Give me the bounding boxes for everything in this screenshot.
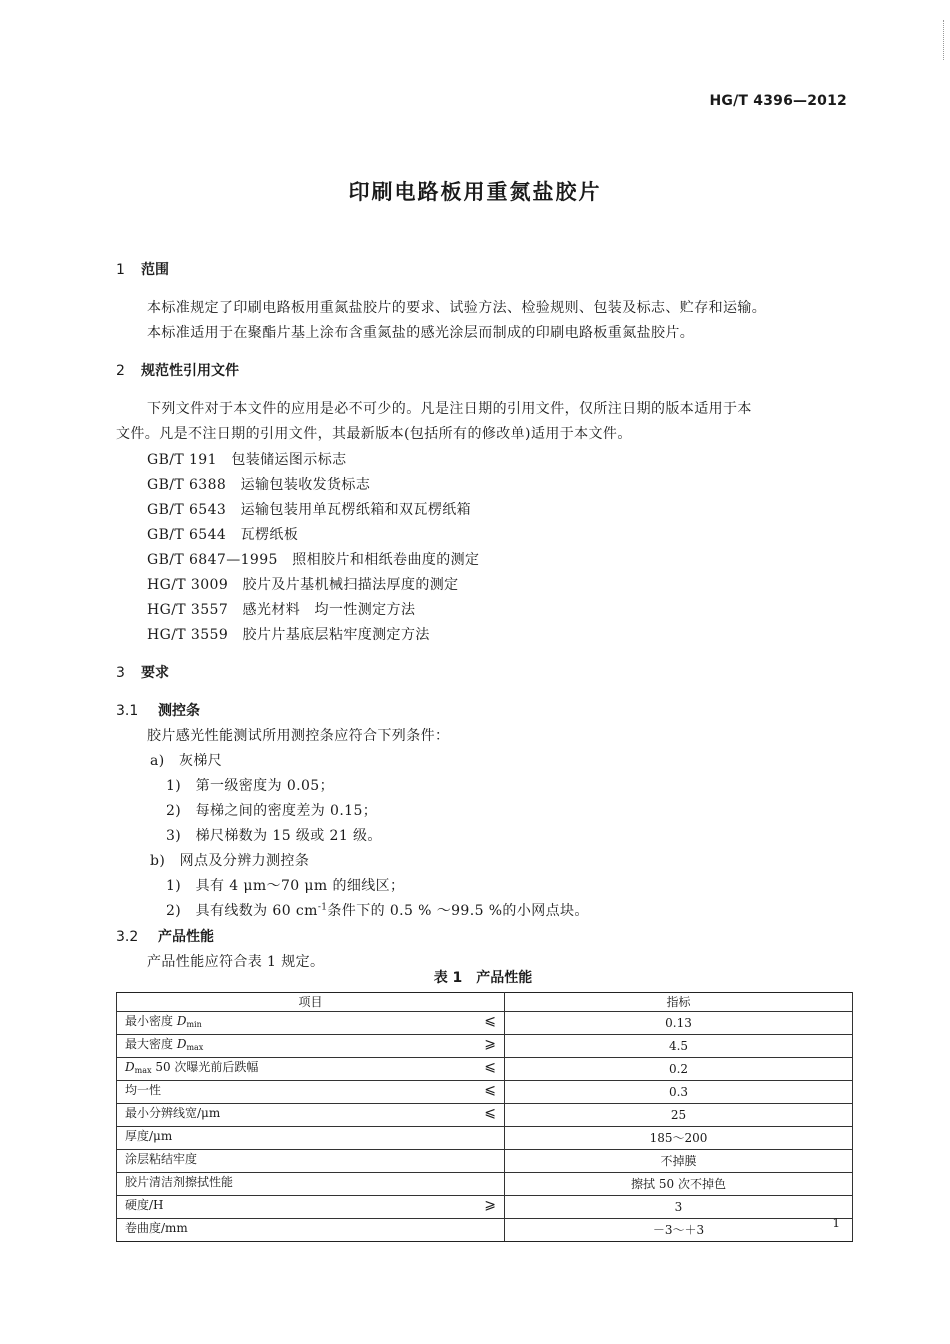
reference-code: GB/T 6388 bbox=[147, 477, 227, 493]
item-text: 50 次曝光前后跌幅 bbox=[151, 1060, 259, 1074]
reference-title: 运输包装用单瓦楞纸箱和双瓦楞纸箱 bbox=[240, 502, 472, 518]
item-variable: D bbox=[176, 1014, 187, 1028]
superscript: -1 bbox=[317, 902, 328, 913]
comparison-symbol: ⩽ bbox=[484, 1105, 496, 1121]
text: 条件下的 0.5 % ～99.5 %的小网点块。 bbox=[327, 903, 589, 919]
section-number: 1 bbox=[116, 262, 125, 278]
document-title: 印刷电路板用重氮盐胶片 bbox=[348, 180, 602, 204]
item-cell bbox=[117, 1104, 505, 1127]
item-cell bbox=[117, 1196, 505, 1219]
value-cell: 不掉膜 bbox=[505, 1150, 853, 1173]
table-row bbox=[117, 1035, 853, 1058]
value-cell: 185～200 bbox=[505, 1127, 853, 1150]
table-header-row bbox=[117, 993, 853, 1012]
comparison-symbol: ⩾ bbox=[484, 1197, 496, 1213]
item-cell bbox=[117, 1012, 505, 1035]
value-cell: 4.5 bbox=[505, 1035, 853, 1058]
comparison-symbol: ⩽ bbox=[484, 1013, 496, 1029]
item-text: 厚度/μm bbox=[125, 1129, 173, 1143]
performance-table bbox=[116, 992, 853, 1242]
list-subitem bbox=[166, 900, 589, 920]
item-text: 胶片清洁剂擦拭性能 bbox=[125, 1175, 234, 1189]
section-3-heading bbox=[116, 662, 169, 682]
text: 2) 具有线数为 60 cm bbox=[166, 903, 318, 919]
value-cell: －3～＋3 bbox=[505, 1219, 853, 1242]
item-cell bbox=[117, 1058, 505, 1081]
value-cell: 0.2 bbox=[505, 1058, 853, 1081]
list-item: a) 灰梯尺 bbox=[150, 753, 223, 769]
reference-code: HG/T 3559 bbox=[147, 627, 229, 643]
paragraph: 胶片感光性能测试所用测控条应符合下列条件： bbox=[147, 728, 450, 744]
reference-code: GB/T 191 bbox=[147, 452, 217, 468]
reference-title: 照相胶片和相纸卷曲度的测定 bbox=[292, 552, 480, 568]
paragraph: 本标准适用于在聚酯片基上涂布含重氮盐的感光涂层而制成的印刷电路板重氮盐胶片。 bbox=[147, 325, 695, 341]
value-cell: 0.13 bbox=[505, 1012, 853, 1035]
item-text: 硬度/H bbox=[125, 1198, 164, 1212]
section-number: 2 bbox=[116, 363, 125, 379]
item-text: 卷曲度/mm bbox=[125, 1221, 188, 1235]
paragraph: 下列文件对于本文件的应用是必不可少的。凡是注日期的引用文件，仅所注日期的版本适用于本 bbox=[147, 401, 752, 417]
section-3-2-heading bbox=[116, 926, 214, 946]
table-caption: 表 1 产品性能 bbox=[433, 970, 533, 986]
item-cell bbox=[117, 1035, 505, 1058]
section-title: 产品性能 bbox=[158, 929, 214, 945]
section-number: 3 bbox=[116, 665, 125, 681]
item-text: 涂层粘结牢度 bbox=[125, 1152, 198, 1166]
reference-code: GB/T 6543 bbox=[147, 502, 227, 518]
reference-code: GB/T 6847—1995 bbox=[147, 552, 278, 568]
table-row bbox=[117, 1012, 853, 1035]
reference-item bbox=[147, 624, 430, 644]
item-variable: D bbox=[176, 1037, 187, 1051]
paragraph-cont: 文件。凡是不注日期的引用文件，其最新版本(包括所有的修改单)适用于本文件。 bbox=[116, 426, 632, 442]
page-number: 1 bbox=[832, 1216, 840, 1230]
item-variable: D bbox=[125, 1060, 135, 1074]
reference-item bbox=[147, 524, 298, 544]
reference-item bbox=[147, 499, 471, 519]
value-cell: 擦拭 50 次不掉色 bbox=[505, 1173, 853, 1196]
section-2-heading bbox=[116, 360, 239, 380]
list-subitem: 1) 具有 4 μm～70 μm 的细线区； bbox=[166, 878, 405, 894]
list-subitem: 1) 第一级密度为 0.05； bbox=[166, 778, 334, 794]
column-header: 项目 bbox=[117, 993, 505, 1012]
table-row bbox=[117, 1219, 853, 1242]
reference-title: 包装储运图示标志 bbox=[231, 452, 347, 468]
paragraph: 本标准规定了印刷电路板用重氮盐胶片的要求、试验方法、检验规则、包装及标志、贮存和运输。 bbox=[147, 300, 767, 316]
item-cell bbox=[117, 1219, 505, 1242]
item-text: 最小分辨线宽/μm bbox=[125, 1106, 221, 1120]
item-text: 最大密度 bbox=[125, 1037, 177, 1051]
value-cell: 0.3 bbox=[505, 1081, 853, 1104]
item-subscript: max bbox=[134, 1066, 152, 1075]
reference-code: HG/T 3557 bbox=[147, 602, 229, 618]
reference-item bbox=[147, 599, 415, 619]
reference-title: 胶片片基底层粘牢度测定方法 bbox=[242, 627, 430, 643]
standard-code: HG/T 4396—2012 bbox=[709, 93, 847, 109]
column-header: 指标 bbox=[505, 993, 853, 1012]
item-text: 最小密度 bbox=[125, 1014, 177, 1028]
comparison-symbol: ⩽ bbox=[484, 1059, 496, 1075]
comparison-symbol: ⩽ bbox=[484, 1082, 496, 1098]
section-number: 3.1 bbox=[116, 703, 139, 719]
reference-code: GB/T 6544 bbox=[147, 527, 227, 543]
list-subitem: 2) 每梯之间的密度差为 0.15； bbox=[166, 803, 378, 819]
table-row bbox=[117, 1104, 853, 1127]
item-cell bbox=[117, 1127, 505, 1150]
table-row bbox=[117, 1173, 853, 1196]
reference-title: 胶片及片基机械扫描法厚度的测定 bbox=[242, 577, 459, 593]
table-row bbox=[117, 1196, 853, 1219]
item-cell bbox=[117, 1150, 505, 1173]
paragraph: 产品性能应符合表 1 规定。 bbox=[147, 954, 325, 970]
reference-item bbox=[147, 549, 479, 569]
margin-mark bbox=[943, 20, 946, 60]
list-subitem: 3) 梯尺梯数为 15 级或 21 级。 bbox=[166, 828, 382, 844]
value-cell: 3 bbox=[505, 1196, 853, 1219]
item-subscript: max bbox=[186, 1043, 204, 1052]
reference-item bbox=[147, 449, 347, 469]
section-3-1-heading bbox=[116, 700, 200, 720]
section-title: 测控条 bbox=[158, 703, 200, 719]
item-subscript: min bbox=[186, 1020, 202, 1029]
reference-item bbox=[147, 574, 459, 594]
section-number: 3.2 bbox=[116, 929, 139, 945]
section-1-heading bbox=[116, 259, 169, 279]
section-title: 规范性引用文件 bbox=[141, 363, 239, 379]
value-cell: 25 bbox=[505, 1104, 853, 1127]
reference-code: HG/T 3009 bbox=[147, 577, 229, 593]
comparison-symbol: ⩾ bbox=[484, 1036, 496, 1052]
item-cell bbox=[117, 1081, 505, 1104]
table-row bbox=[117, 1081, 853, 1104]
table-row bbox=[117, 1058, 853, 1081]
item-text: 均一性 bbox=[125, 1083, 162, 1097]
reference-title: 感光材料 均一性测定方法 bbox=[242, 602, 416, 618]
section-title: 要求 bbox=[141, 665, 169, 681]
table-row bbox=[117, 1127, 853, 1150]
section-title: 范围 bbox=[141, 262, 169, 278]
reference-title: 运输包装收发货标志 bbox=[240, 477, 371, 493]
item-cell bbox=[117, 1173, 505, 1196]
reference-item bbox=[147, 474, 370, 494]
reference-title: 瓦楞纸板 bbox=[240, 527, 299, 543]
list-item: b) 网点及分辨力测控条 bbox=[150, 853, 310, 869]
table-row bbox=[117, 1150, 853, 1173]
